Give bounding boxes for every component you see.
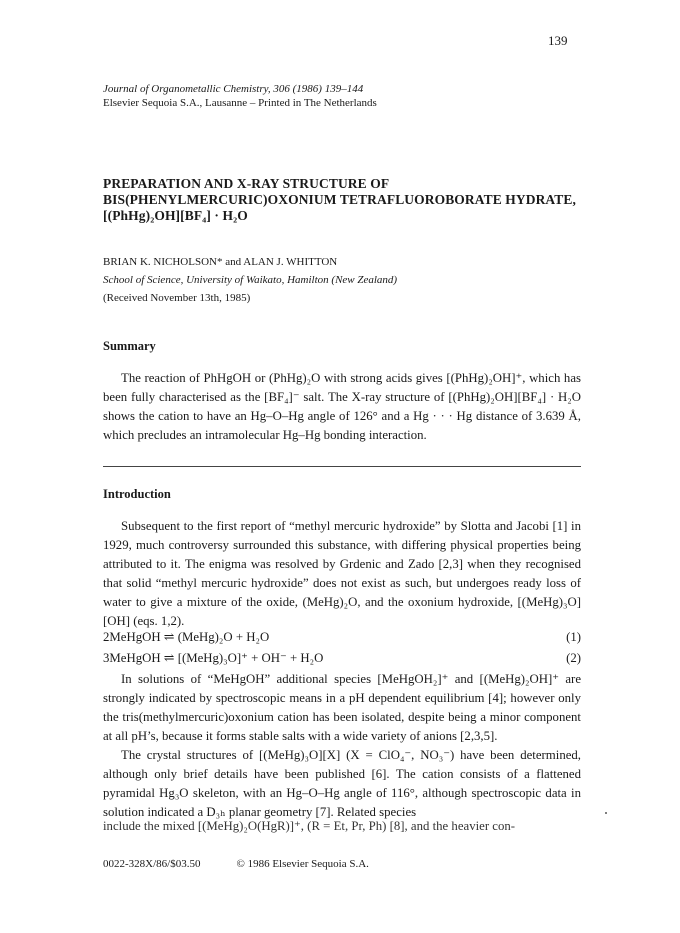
footer-code: 0022-328X/86/$03.50	[103, 858, 201, 870]
intro-paragraph-3	[103, 746, 581, 822]
equation-1-number: (1)	[566, 630, 581, 644]
footer-copyright: © 1986 Elsevier Sequoia S.A.	[236, 858, 369, 870]
equation-2-number: (2)	[566, 651, 581, 665]
equation-2-body: 3MeHgOH ⇌ [(MeHg)₃O]⁺ + OH⁻ + H₂O	[103, 651, 324, 665]
intro-paragraph-2	[103, 670, 581, 746]
intro-paragraph-3-text: The crystal structures of [(MeHg)₃O][X] (X = ClO₄⁻, NO₃⁻) have been determined, although only brief details have been published [6]. The cation consists of a flattened pyramidal Hg₃O skeleton, with an Hg–O–Hg angle of 116°, although spectroscopic data in solution indicated a D₃ₕ planar geometry [7]. Related species	[103, 748, 581, 819]
footer	[103, 858, 369, 870]
summary-heading: Summary	[103, 339, 156, 353]
title-line-2: BIS(PHENYLMERCURIC)OXONIUM TETRAFLUOROBORATE HYDRATE,	[103, 192, 576, 207]
introduction-heading: Introduction	[103, 487, 171, 501]
section-divider	[103, 466, 581, 467]
journal-citation: Journal of Organometallic Chemistry, 306 (1986) 139–144	[103, 83, 364, 95]
summary-text	[103, 369, 581, 445]
page-number: 139	[548, 33, 568, 48]
title-line-1: PREPARATION AND X-RAY STRUCTURE OF	[103, 176, 390, 191]
intro-paragraph-1-text: Subsequent to the first report of “methyl mercuric hydroxide” by Slotta and Jacobi [1] in 1929, much controversy surrounded this substance, with differing physical properties being attributed to it. The enigma was resolved by Grdenic and Zado [2,3] when they recognised that solid “methyl mercuric hydroxide” does not exist as such, but undergoes ready loss of water to give a mixture of the oxide, (MeHg)₂O, and the oxonium hydroxide, [(MeHg)₃O][OH] (eqs. 1,2).	[103, 519, 581, 628]
intro-paragraph-2-text: In solutions of “MeHgOH” additional species [MeHgOH₂]⁺ and [(MeHg)₂OH]⁺ are strongly indicated by spectroscopic means in a pH dependent equilibrium [4]; however only the tris(methylmercuric)oxonium cation has been isolated, despite being a minor component at all pH’s, because it forms stable salts with a wide variety of anions [2,3,5].	[103, 672, 581, 743]
intro-paragraph-1	[103, 517, 581, 631]
summary-paragraph: The reaction of PhHgOH or (PhHg)₂O with strong acids gives [(PhHg)₂OH]⁺, which has been fully characterised as the [BF₄]⁻ salt. The X-ray structure of [(PhHg)₂OH][BF₄] · H₂O shows the cation to have an Hg–O–Hg angle of 126° and a Hg · · · Hg distance of 3.639 Å, which precludes an intramolecular Hg–Hg bonding interaction.	[103, 371, 581, 442]
affiliation: School of Science, University of Waikato, Hamilton (New Zealand)	[103, 274, 398, 286]
equation-1-body: 2MeHgOH ⇌ (MeHg)₂O + H₂O	[103, 630, 270, 644]
equation-2	[103, 651, 581, 666]
cut-off-line: include the mixed [(MeHg)₂O(HgR)]⁺, (R = Et, Pr, Ph) [8], and the heavier con-	[103, 819, 516, 833]
equation-1	[103, 630, 581, 645]
received-date: (Received November 13th, 1985)	[103, 292, 251, 304]
title-line-3: [(PhHg)₂OH][BF₄] · H₂O	[103, 208, 248, 223]
scan-speck	[605, 812, 607, 814]
authors: BRIAN K. NICHOLSON* and ALAN J. WHITTON	[103, 256, 338, 268]
publisher-line: Elsevier Sequoia S.A., Lausanne – Printed in The Netherlands	[103, 97, 377, 109]
